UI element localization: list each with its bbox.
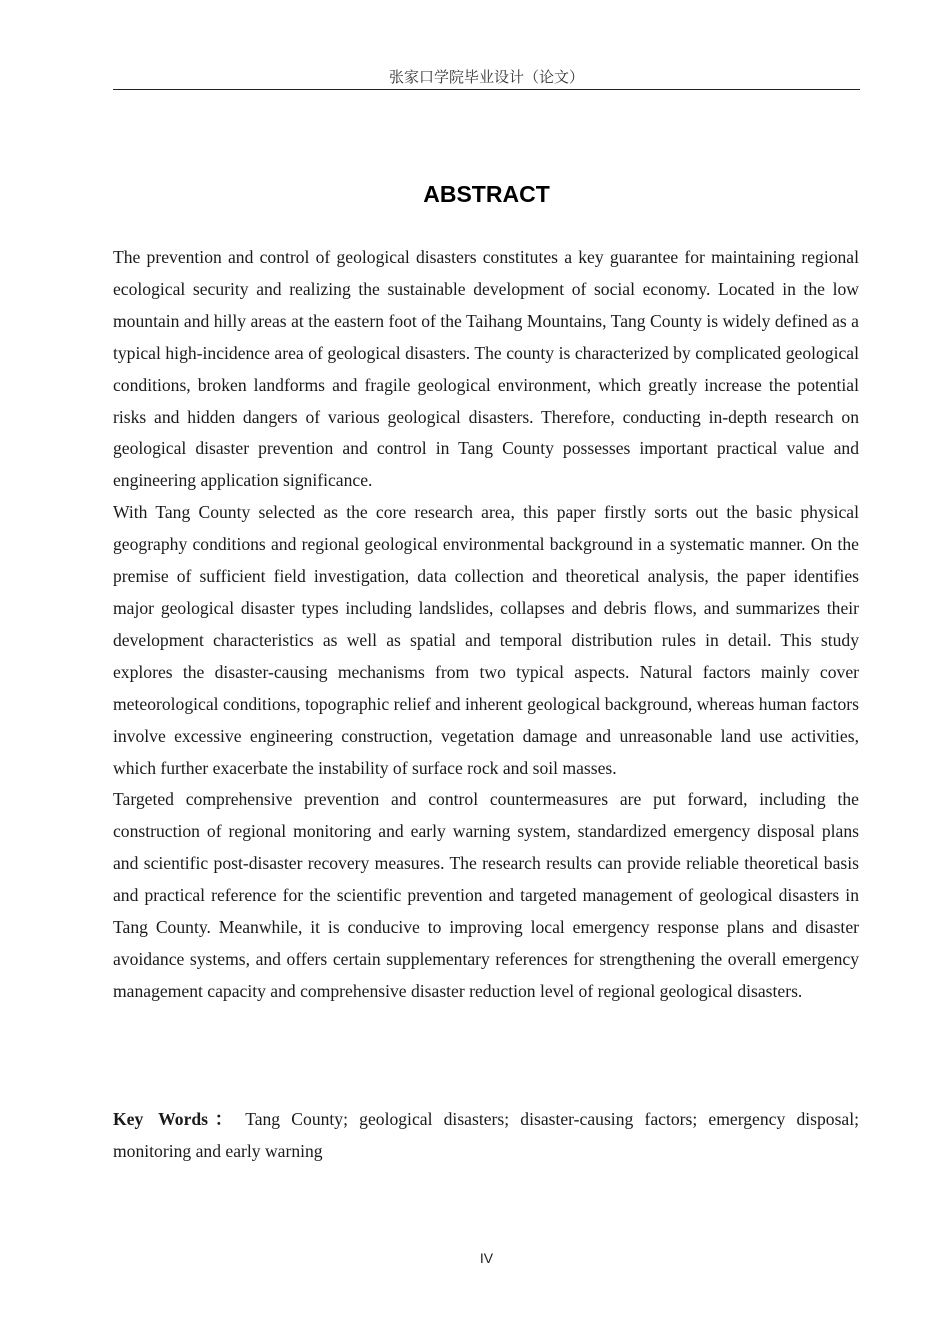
- abstract-paragraph-1: The prevention and control of geological disasters constitutes a key guarantee for maintaining regional ecological security and realizing the sustainable development of social economy. Located in the low mountain and hilly areas at the eastern foot of the Taihang Mountains, Tang County is widely defined as a typical high-incidence area of geological disasters. The county is characterized by complicated geological conditions, broken landforms and fragile geological environment, which greatly increase the potential risks and hidden dangers of various geological disasters. Therefore, conducting in-depth research on geological disaster prevention and control in Tang County possesses important practical value and engineering application significance.: [113, 247, 859, 491]
- keywords-label: Key Words：: [113, 1109, 240, 1129]
- abstract-body: [113, 242, 859, 1008]
- page-number: IV: [479, 1250, 494, 1266]
- header-text: 张家口学院毕业设计（论文）: [388, 68, 584, 86]
- page-header: [113, 67, 860, 90]
- abstract-paragraph-3: Targeted comprehensive prevention and control countermeasures are put forward, including the construction of regional monitoring and early warning system, standardized emergency disposal plans and scientific post-disaster recovery measures. The research results can provide reliable theoretical basis and practical reference for the scientific prevention and targeted management of geological disasters in Tang County. Meanwhile, it is conducive to improving local emergency response plans and disaster avoidance systems, and offers certain supplementary references for strengthening the overall emergency management capacity and comprehensive disaster reduction level of regional geological disasters.: [113, 789, 859, 1001]
- keywords: [113, 1104, 859, 1168]
- abstract-title: ABSTRACT: [423, 181, 550, 207]
- keywords-text: Tang County; geological disasters; disaster-causing factors; emergency disposal; monitoring and early warning: [113, 1109, 860, 1161]
- abstract-paragraph-2: With Tang County selected as the core research area, this paper firstly sorts out the basic physical geography conditions and regional geological environmental background in a systematic manner. On the premise of sufficient field investigation, data collection and theoretical analysis, the paper identifies major geological disaster types including landslides, collapses and debris flows, and summarizes their development characteristics as well as spatial and temporal distribution rules in detail. This study explores the disaster-causing mechanisms from two typical aspects. Natural factors mainly cover meteorological conditions, topographic relief and inherent geological background, whereas human factors involve excessive engineering construction, vegetation damage and unreasonable land use activities, which further exacerbate the instability of surface rock and soil masses.: [113, 502, 859, 778]
